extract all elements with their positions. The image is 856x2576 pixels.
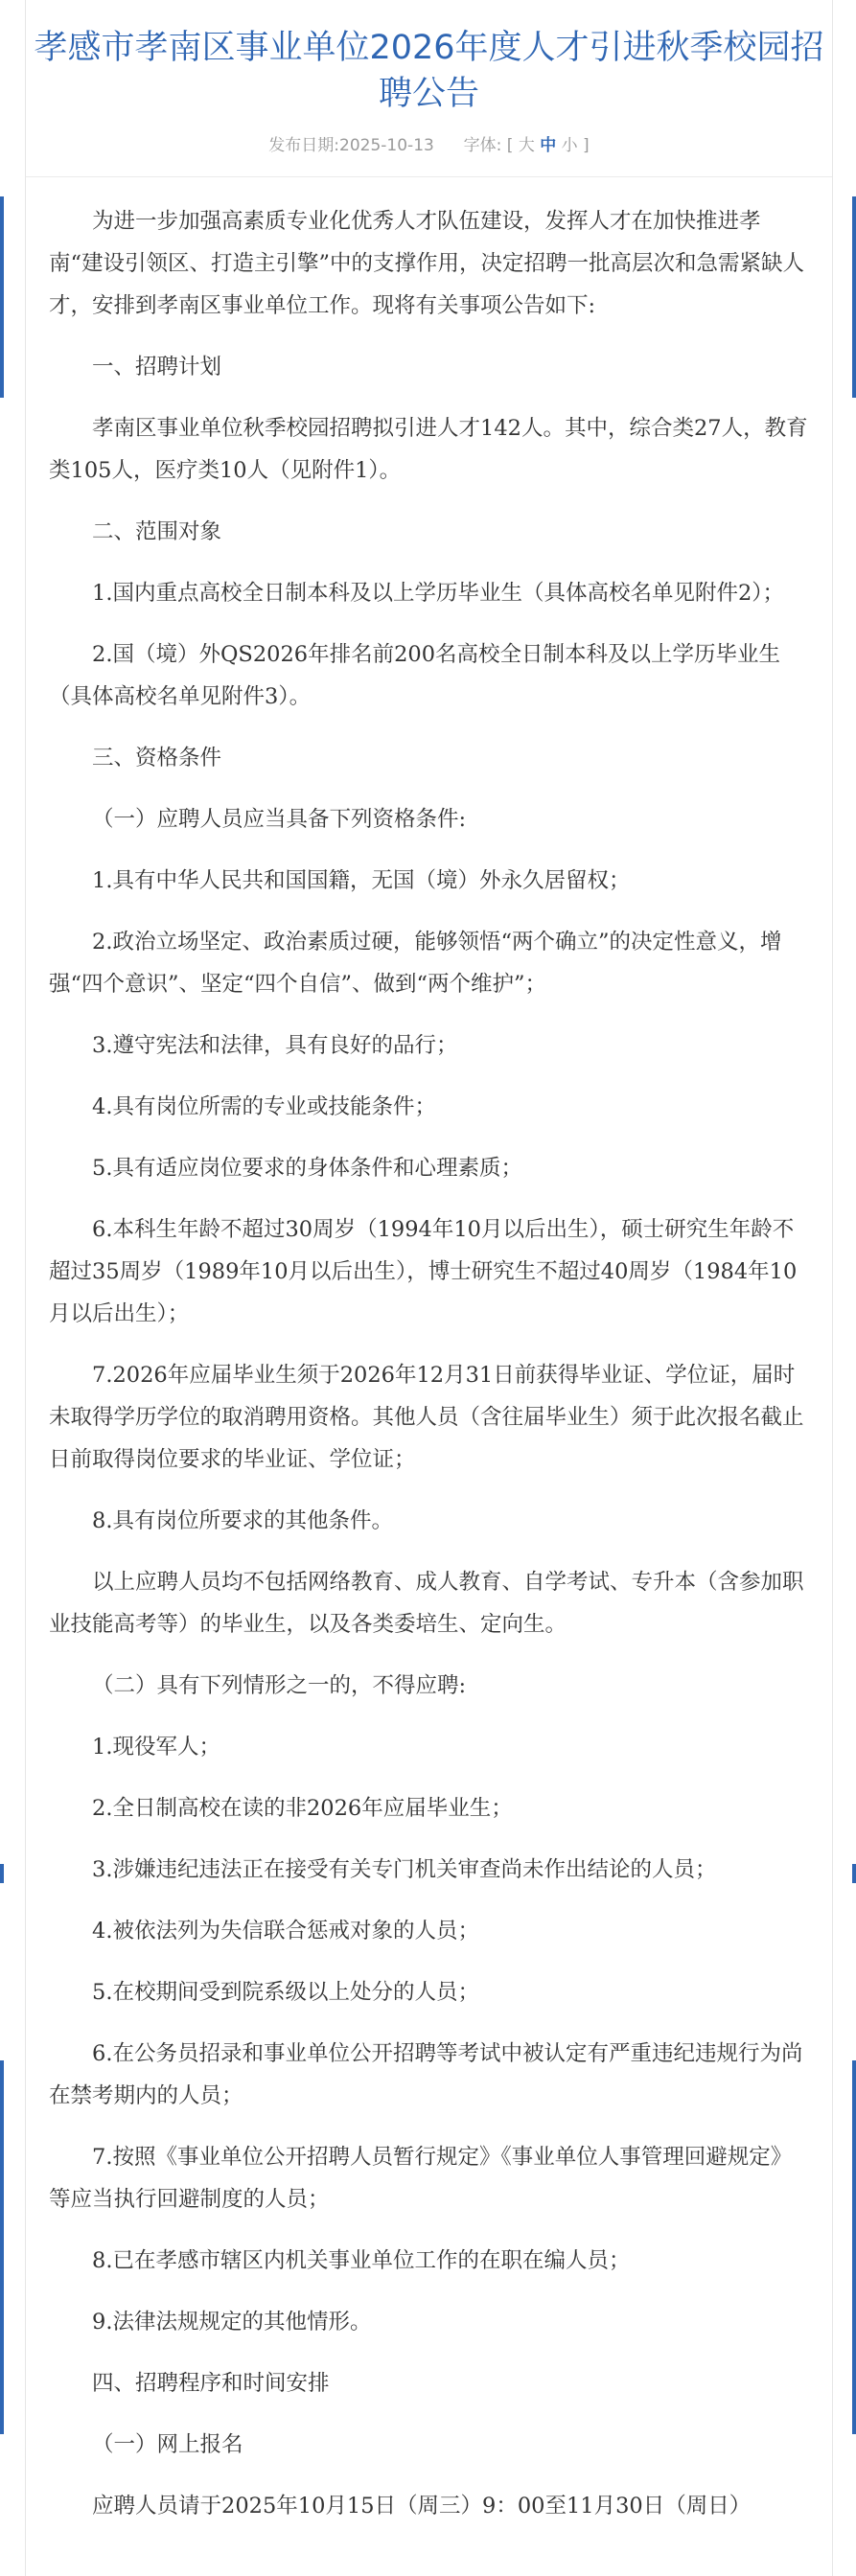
edge-accent-right-lower — [852, 2060, 856, 2434]
edge-accent-right-mid — [852, 1864, 856, 1883]
body-paragraph: 9.法律法规规定的其他情形。 — [92, 2310, 372, 2334]
font-size-bracket-open: [ — [506, 136, 514, 155]
body-paragraph: 2.政治立场坚定、政治素质过硬，能够领悟“两个确立”的决定性意义，增强“四个意识”、坚定“四个自信”、做到“两个维护”； — [49, 930, 782, 997]
body-paragraph: 应聘人员请于2025年10月15日（周三）9：00至11月30日（周日） — [92, 2494, 752, 2518]
body-paragraph: 5.在校期间受到院系级以上处分的人员； — [92, 1980, 479, 2005]
body-paragraph: 5.具有适应岗位要求的身体条件和心理素质； — [92, 1156, 522, 1181]
publish-date: 发布日期:2025-10-13 — [268, 136, 434, 155]
body-paragraph: 2.全日制高校在读的非2026年应届毕业生； — [92, 1796, 513, 1821]
font-size-medium-button[interactable]: 中 — [540, 136, 557, 155]
body-paragraph: 1.具有中华人民共和国国籍，无国（境）外永久居留权； — [92, 868, 631, 893]
intro-paragraph: 为进一步加强高素质专业化优秀人才队伍建设，发挥人才在加快推进孝南“建设引领区、打造主引擎”中的支撑作用，决定招聘一批高层次和急需紧缺人才，安排到孝南区事业单位工作。现将有关事项公告如下: — [49, 209, 805, 318]
section-heading-procedure: 四、招聘程序和时间安排 — [92, 2371, 330, 2396]
body-paragraph: 8.具有岗位所要求的其他条件。 — [92, 1508, 393, 1533]
font-size-large-button[interactable]: 大 — [518, 136, 535, 155]
article-title: 孝感市孝南区事业单位2026年度人才引进秋季校园招聘公告 — [34, 29, 824, 113]
edge-accent-left-lower — [0, 2060, 4, 2434]
article-meta — [26, 134, 832, 177]
body-paragraph: 以上应聘人员均不包括网络教育、成人教育、自学考试、专升本（含参加职业技能高考等）的毕业生，以及各类委培生、定向生。 — [49, 1570, 804, 1637]
edge-accent-right — [852, 196, 856, 398]
section-heading-plan: 一、招聘计划 — [92, 355, 222, 380]
edge-accent-left-mid — [0, 1864, 4, 1883]
subsection-heading: （一）应聘人员应当具备下列资格条件: — [92, 807, 467, 832]
body-paragraph: 2.国（境）外QS2026年排名前200名高校全日制本科及以上学历毕业生（具体高校名单见附件3）。 — [49, 642, 781, 709]
edge-accent-left — [0, 196, 4, 398]
font-size-bracket-close: ] — [583, 136, 590, 155]
article-page — [25, 0, 833, 2576]
body-paragraph: 孝南区事业单位秋季校园招聘拟引进人才142人。其中，综合类27人，教育类105人，医疗类10人（见附件1）。 — [49, 416, 808, 483]
subsection-heading: （一）网上报名 — [92, 2432, 243, 2457]
body-paragraph: 6.在公务员招录和事业单位公开招聘等考试中被认定有严重违纪违规行为尚在禁考期内的人员； — [49, 2041, 803, 2108]
section-heading-qualifications: 三、资格条件 — [92, 746, 222, 770]
body-paragraph: 7.2026年应届毕业生须于2026年12月31日前获得毕业证、学位证，届时未取得学历学位的取消聘用资格。其他人员（含往届毕业生）须于此次报名截止日前取得岗位要求的毕业证、学位证； — [49, 1363, 804, 1472]
body-paragraph: 8.已在孝感市辖区内机关事业单位工作的在职在编人员； — [92, 2248, 631, 2273]
body-paragraph: 3.遵守宪法和法律，具有良好的品行； — [92, 1033, 458, 1058]
body-paragraph: 4.具有岗位所需的专业或技能条件； — [92, 1094, 436, 1119]
article-body — [26, 177, 832, 2527]
body-paragraph: 1.国内重点高校全日制本科及以上学历毕业生（具体高校名单见附件2）； — [92, 581, 785, 606]
body-paragraph: 7.按照《事业单位公开招聘人员暂行规定》《事业单位人事管理回避规定》等应当执行回避制度的人员； — [49, 2145, 793, 2212]
body-paragraph: 4.被依法列为失信联合惩戒对象的人员； — [92, 1919, 479, 1944]
subsection-heading: （二）具有下列情形之一的，不得应聘: — [92, 1673, 467, 1698]
section-heading-scope: 二、范围对象 — [92, 519, 222, 544]
body-paragraph: 6.本科生年龄不超过30周岁（1994年10月以后出生），硕士研究生年龄不超过35周岁（1989年10月以后出生），博士研究生不超过40周岁（1984年10月以后出生）； — [49, 1217, 798, 1326]
font-size-label: 字体: — [463, 136, 502, 155]
font-size-small-button[interactable]: 小 — [561, 136, 578, 155]
body-paragraph: 3.涉嫌违纪违法正在接受有关专门机关审查尚未作出结论的人员； — [92, 1857, 717, 1882]
body-paragraph: 1.现役军人； — [92, 1735, 220, 1760]
